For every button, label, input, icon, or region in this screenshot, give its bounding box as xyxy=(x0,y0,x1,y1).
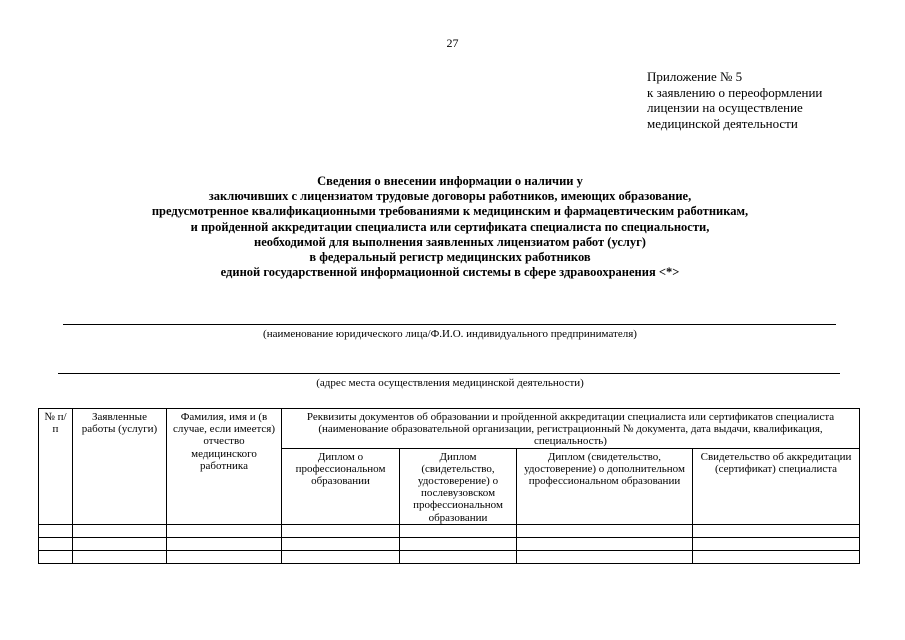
table-cell[interactable] xyxy=(517,537,693,550)
table-cell[interactable] xyxy=(167,524,282,537)
document-title xyxy=(40,174,860,280)
table-cell[interactable] xyxy=(73,550,167,563)
address-line[interactable] xyxy=(58,373,840,374)
medical-workers-table xyxy=(38,408,860,564)
table-cell[interactable] xyxy=(39,550,73,563)
header-declared-works: Заявленные работы (услуги) xyxy=(73,409,167,525)
subheader-professional-diploma: Диплом о профессиональном образовании xyxy=(282,448,400,524)
table-cell[interactable] xyxy=(167,550,282,563)
appendix-line: медицинской деятельности xyxy=(647,115,798,131)
entity-name-caption: (наименование юридического лица/Ф.И.О. индивидуального предпринимателя) xyxy=(263,328,637,340)
appendix-line: Приложение № 5 xyxy=(647,69,743,84)
title-line: Сведения о внесении информации о наличии у xyxy=(317,174,583,188)
subheader-postgraduate-diploma: Диплом (свидетельство, удостоверение) о послевузовском профессиональном образовании xyxy=(400,448,517,524)
table-cell[interactable] xyxy=(73,537,167,550)
subheader-accreditation-certificate: Свидетельство об аккредитации (сертификат) специалиста xyxy=(693,448,860,524)
table-cell[interactable] xyxy=(693,550,860,563)
subheader-additional-diploma: Диплом (свидетельство, удостоверение) о дополнительном профессиональном образовании xyxy=(517,448,693,524)
title-line: и пройденной аккредитации специалиста или сертификата специалиста по специальности, xyxy=(190,219,710,234)
table-cell[interactable] xyxy=(39,537,73,550)
header-document-requisites: Реквизиты документов об образовании и пройденной аккредитации специалиста или сертификатов специалиста (наименование образовательной организации, регистрационный № документа, дата выдачи, квалификация, специальность) xyxy=(282,409,860,449)
address-caption: (адрес места осуществления медицинской деятельности) xyxy=(316,377,584,389)
table-cell[interactable] xyxy=(39,524,73,537)
title-line: в федеральный регистр медицинских работников xyxy=(309,250,591,265)
header-full-name: Фамилия, имя и (в случае, если имеется) отчество медицинского работника xyxy=(167,409,282,525)
table-cell[interactable] xyxy=(693,537,860,550)
entity-name-line[interactable] xyxy=(63,324,836,325)
table-cell[interactable] xyxy=(73,524,167,537)
table-cell[interactable] xyxy=(400,537,517,550)
table-cell[interactable] xyxy=(400,524,517,537)
appendix-line: лицензии на осуществление xyxy=(647,100,803,115)
table-cell[interactable] xyxy=(282,537,400,550)
table-row xyxy=(39,524,860,537)
table-header-row xyxy=(39,409,860,449)
table-row xyxy=(39,550,860,563)
appendix-note xyxy=(647,69,822,131)
table-row xyxy=(39,537,860,550)
table-cell[interactable] xyxy=(517,524,693,537)
table-cell[interactable] xyxy=(693,524,860,537)
table-cell[interactable] xyxy=(167,537,282,550)
title-line: единой государственной информационной системы в сфере здравоохранения <*> xyxy=(220,265,680,280)
table-cell[interactable] xyxy=(400,550,517,563)
title-line: необходимой для выполнения заявленных лицензиатом работ (услуг) xyxy=(254,234,646,249)
header-number: № п/п xyxy=(39,409,73,525)
table-cell[interactable] xyxy=(282,550,400,563)
table-cell[interactable] xyxy=(282,524,400,537)
title-line: заключивших с лицензиатом трудовые договоры работников, имеющих образование, xyxy=(208,189,692,204)
title-line: предусмотренное квалификационными требованиями к медицинским и фармацевтическим работникам, xyxy=(151,204,749,219)
table-cell[interactable] xyxy=(517,550,693,563)
page-number: 27 xyxy=(446,36,459,50)
appendix-line: к заявлению о переоформлении xyxy=(647,84,823,100)
